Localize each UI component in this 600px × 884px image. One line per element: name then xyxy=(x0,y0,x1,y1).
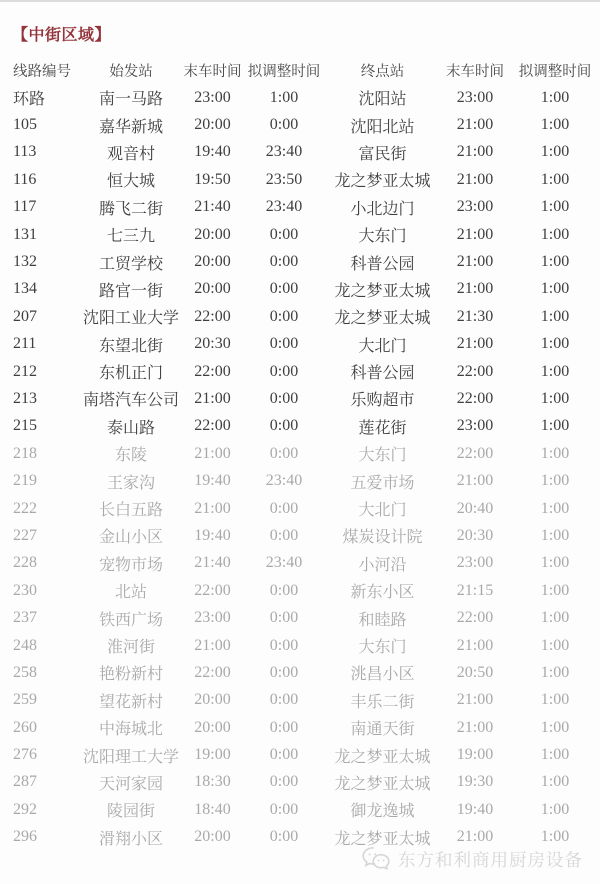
cell-last1: 20:00 xyxy=(194,225,231,243)
cell-adj2: 1:00 xyxy=(540,828,570,846)
cell-start: 东陵 xyxy=(114,447,147,465)
cell-last1: 18:30 xyxy=(194,773,231,791)
cell-route: 213 xyxy=(13,389,37,407)
cell-route: 132 xyxy=(13,253,37,271)
cell-start: 长白五路 xyxy=(98,502,163,520)
cell-end: 小河沿 xyxy=(358,556,407,574)
cell-last1: 18:40 xyxy=(194,800,231,818)
cell-last1: 20:00 xyxy=(194,691,231,709)
cell-last2: 21:00 xyxy=(456,828,494,846)
cell-last2: 22:00 xyxy=(456,609,494,627)
cell-last2: 22:00 xyxy=(456,362,494,380)
cell-end: 乐购超市 xyxy=(350,392,415,410)
cell-route: 276 xyxy=(13,746,37,764)
cell-adj1: 0:00 xyxy=(269,417,299,435)
cell-last1: 19:00 xyxy=(194,746,231,764)
cell-end: 富民街 xyxy=(358,145,407,163)
cell-start: 东机正门 xyxy=(98,365,163,383)
cell-last1: 19:50 xyxy=(194,170,231,188)
cell-end: 南通天街 xyxy=(350,721,415,739)
cell-route: 212 xyxy=(13,362,37,380)
table-row xyxy=(0,714,600,741)
cell-adj1: 0:00 xyxy=(269,746,299,764)
table-row xyxy=(0,358,600,385)
cell-adj1: 0:00 xyxy=(269,225,299,243)
cell-start: 中海城北 xyxy=(98,721,163,739)
cell-last1: 20:00 xyxy=(194,253,231,271)
cell-adj1: 0:00 xyxy=(269,362,299,380)
cell-end: 丰乐二街 xyxy=(350,693,415,711)
table-row xyxy=(0,687,600,714)
cell-last2: 23:00 xyxy=(456,198,494,216)
col-header-last-bus-time-1: 末车时间 xyxy=(183,63,242,80)
cell-last1: 21:40 xyxy=(194,198,231,216)
cell-last2: 23:00 xyxy=(456,417,494,435)
cell-adj1: 0:00 xyxy=(269,335,299,353)
table-row xyxy=(0,331,600,358)
cell-adj2: 1:00 xyxy=(540,389,570,407)
table-row xyxy=(0,276,600,303)
cell-last2: 21:00 xyxy=(456,225,494,243)
cell-end: 龙之梦亚太城 xyxy=(334,173,431,191)
cell-adj2: 1:00 xyxy=(540,307,570,325)
cell-last2: 19:30 xyxy=(456,773,494,791)
cell-end: 大北门 xyxy=(358,337,407,355)
cell-end: 沈阳北站 xyxy=(350,118,415,136)
cell-adj2: 1:00 xyxy=(540,691,570,709)
cell-adj1: 0:00 xyxy=(269,253,299,271)
cell-end: 龙之梦亚太城 xyxy=(334,282,431,300)
cell-adj2: 1:00 xyxy=(540,198,570,216)
cell-adj1: 0:00 xyxy=(269,307,299,325)
cell-adj2: 1:00 xyxy=(540,472,570,490)
cell-last1: 21:00 xyxy=(194,636,231,654)
cell-last1: 20:00 xyxy=(194,116,231,134)
cell-last2: 21:00 xyxy=(456,335,494,353)
cell-last1: 22:00 xyxy=(194,307,231,325)
cell-route: 113 xyxy=(13,143,37,161)
table-row xyxy=(0,550,600,577)
cell-last2: 21:00 xyxy=(456,253,494,271)
cell-adj2: 1:00 xyxy=(540,417,570,435)
cell-adj1: 0:00 xyxy=(269,800,299,818)
cell-start: 南一马路 xyxy=(98,91,163,109)
cell-adj1: 0:00 xyxy=(269,773,299,791)
cell-adj2: 1:00 xyxy=(540,499,570,517)
cell-adj2: 1:00 xyxy=(540,143,570,161)
cell-last2: 21:00 xyxy=(456,636,494,654)
cell-end: 龙之梦亚太城 xyxy=(334,775,431,793)
cell-end: 科普公园 xyxy=(350,255,415,273)
cell-end: 龙之梦亚太城 xyxy=(334,748,431,766)
cell-last2: 21:15 xyxy=(456,581,494,599)
cell-start: 沈阳理工大学 xyxy=(82,748,179,766)
cell-route: 219 xyxy=(13,472,37,490)
cell-last1: 19:40 xyxy=(194,472,231,490)
cell-last1: 22:00 xyxy=(194,581,231,599)
cell-last2: 22:00 xyxy=(456,444,494,462)
cell-adj2: 1:00 xyxy=(540,636,570,654)
cell-start: 沈阳工业大学 xyxy=(82,310,179,328)
table-row xyxy=(0,495,600,522)
cell-adj2: 1:00 xyxy=(540,526,570,544)
cell-adj1: 0:00 xyxy=(269,609,299,627)
table-row xyxy=(0,221,600,248)
cell-last1: 20:30 xyxy=(194,335,231,353)
cell-adj1: 0:00 xyxy=(269,691,299,709)
cell-last2: 23:00 xyxy=(456,88,494,106)
wechat-icon xyxy=(361,846,391,872)
cell-adj1: 0:00 xyxy=(269,444,299,462)
cell-adj2: 1:00 xyxy=(540,663,570,681)
cell-route: 258 xyxy=(13,663,37,681)
cell-route: 287 xyxy=(13,773,37,791)
cell-adj1: 0:00 xyxy=(269,718,299,736)
cell-adj1: 23:40 xyxy=(265,472,303,490)
cell-adj2: 1:00 xyxy=(540,280,570,298)
cell-adj2: 1:00 xyxy=(540,773,570,791)
cell-adj2: 1:00 xyxy=(540,253,570,271)
cell-start: 艳粉新村 xyxy=(98,666,163,684)
cell-end: 大东门 xyxy=(358,447,407,465)
cell-last2: 20:40 xyxy=(456,499,494,517)
cell-end: 新东小区 xyxy=(350,584,415,602)
cell-adj2: 1:00 xyxy=(540,800,570,818)
cell-last2: 20:50 xyxy=(456,663,494,681)
cell-adj2: 1:00 xyxy=(540,609,570,627)
table-row xyxy=(0,84,600,111)
cell-route: 215 xyxy=(13,417,37,435)
cell-adj1: 0:00 xyxy=(269,280,299,298)
cell-last1: 20:00 xyxy=(194,280,231,298)
cell-last1: 21:00 xyxy=(194,389,231,407)
cell-end: 龙之梦亚太城 xyxy=(334,830,431,848)
cell-end: 大东门 xyxy=(358,228,407,246)
cell-end: 洮昌小区 xyxy=(350,666,415,684)
cell-route: 259 xyxy=(13,691,37,709)
cell-last2: 19:00 xyxy=(456,746,494,764)
col-header-last-bus-time-2: 末车时间 xyxy=(446,63,504,80)
cell-start: 恒大城 xyxy=(106,173,155,191)
cell-end: 和睦路 xyxy=(358,611,407,629)
cell-route: 227 xyxy=(13,526,37,544)
cell-start: 金山小区 xyxy=(98,529,163,547)
table-row xyxy=(0,166,600,193)
cell-end: 小北边门 xyxy=(350,200,415,218)
cell-adj2: 1:00 xyxy=(540,444,570,462)
table-row xyxy=(0,139,600,166)
cell-end: 煤炭设计院 xyxy=(342,529,423,547)
cell-adj1: 0:00 xyxy=(269,828,299,846)
route-table-body xyxy=(0,84,600,851)
cell-start: 工贸学校 xyxy=(98,255,163,273)
cell-adj1: 0:00 xyxy=(269,389,299,407)
cell-start: 铁西广场 xyxy=(98,611,163,629)
table-row xyxy=(0,604,600,631)
cell-adj2: 1:00 xyxy=(540,746,570,764)
cell-adj2: 1:00 xyxy=(540,581,570,599)
cell-route: 222 xyxy=(13,499,37,517)
cell-adj1: 23:50 xyxy=(265,170,303,188)
cell-start: 陵园街 xyxy=(106,803,155,821)
cell-last1: 22:00 xyxy=(194,663,231,681)
cell-start: 天河家园 xyxy=(98,775,163,793)
cell-last2: 22:00 xyxy=(456,389,494,407)
cell-adj1: 1:00 xyxy=(269,88,299,106)
cell-last2: 21:00 xyxy=(456,718,494,736)
table-row xyxy=(0,303,600,330)
cell-end: 御龙逸城 xyxy=(350,803,415,821)
cell-last2: 21:00 xyxy=(456,170,494,188)
cell-end: 科普公园 xyxy=(350,365,415,383)
table-row xyxy=(0,194,600,221)
cell-route: 260 xyxy=(13,718,37,736)
cell-last1: 23:00 xyxy=(194,609,231,627)
table-row xyxy=(0,522,600,549)
cell-adj2: 1:00 xyxy=(540,170,570,188)
cell-end: 龙之梦亚太城 xyxy=(334,310,431,328)
cell-adj2: 1:00 xyxy=(540,88,570,106)
cell-adj2: 1:00 xyxy=(540,718,570,736)
table-row xyxy=(0,741,600,768)
cell-route: 105 xyxy=(13,116,37,134)
col-header-adjusted-time-2: 拟调整时间 xyxy=(518,63,592,80)
cell-last2: 21:00 xyxy=(456,691,494,709)
cell-last1: 19:40 xyxy=(194,526,231,544)
cell-last1: 21:00 xyxy=(194,444,231,462)
cell-route: 117 xyxy=(13,198,37,216)
cell-start: 滑翔小区 xyxy=(98,830,163,848)
table-row xyxy=(0,467,600,494)
cell-end: 五爱市场 xyxy=(350,474,415,492)
col-header-route-number: 线路编号 xyxy=(13,63,71,80)
cell-end: 莲花街 xyxy=(358,419,407,437)
cell-route: 296 xyxy=(13,828,37,846)
col-header-adjusted-time-1: 拟调整时间 xyxy=(247,63,321,80)
table-row xyxy=(0,248,600,275)
route-table xyxy=(0,56,600,851)
watermark-text: 东方和利商用厨房设备 xyxy=(398,849,583,870)
cell-start: 东望北街 xyxy=(98,337,163,355)
cell-start: 观音村 xyxy=(106,145,155,163)
section-title: 【中街区域】 xyxy=(12,27,112,44)
cell-last1: 21:40 xyxy=(194,554,231,572)
cell-adj1: 23:40 xyxy=(265,143,303,161)
cell-last2: 21:00 xyxy=(456,280,494,298)
table-row xyxy=(0,632,600,659)
cell-start: 淮河街 xyxy=(106,639,155,656)
cell-last1: 21:00 xyxy=(194,499,231,517)
cell-route: 134 xyxy=(13,280,37,298)
table-row xyxy=(0,111,600,138)
cell-start: 北站 xyxy=(114,584,147,602)
table-row xyxy=(0,440,600,467)
cell-adj2: 1:00 xyxy=(540,362,570,380)
cell-adj2: 1:00 xyxy=(540,335,570,353)
cell-end: 大东门 xyxy=(358,639,407,656)
cell-last1: 22:00 xyxy=(194,417,231,435)
cell-last2: 21:30 xyxy=(456,307,494,325)
cell-adj2: 1:00 xyxy=(540,225,570,243)
cell-adj1: 0:00 xyxy=(269,116,299,134)
cell-route: 218 xyxy=(13,444,37,462)
cell-last1: 23:00 xyxy=(194,88,231,106)
cell-route: 248 xyxy=(13,636,37,654)
col-header-end-station: 终点站 xyxy=(360,63,405,80)
cell-last1: 19:40 xyxy=(194,143,231,161)
cell-last2: 23:00 xyxy=(456,554,494,572)
cell-adj1: 0:00 xyxy=(269,636,299,654)
cell-route: 237 xyxy=(13,609,37,627)
cell-last2: 21:00 xyxy=(456,116,494,134)
cell-start: 嘉华新城 xyxy=(98,118,163,136)
cell-last2: 20:30 xyxy=(456,526,494,544)
table-row xyxy=(0,385,600,412)
table-row xyxy=(0,413,600,440)
cell-start: 腾飞二街 xyxy=(98,200,163,218)
cell-adj1: 23:40 xyxy=(265,198,303,216)
cell-adj1: 0:00 xyxy=(269,499,299,517)
cell-adj1: 0:00 xyxy=(269,526,299,544)
cell-start: 南塔汽车公司 xyxy=(82,392,179,410)
cell-route: 230 xyxy=(13,581,37,599)
cell-route: 131 xyxy=(13,225,37,243)
table-row xyxy=(0,796,600,823)
cell-end: 沈阳站 xyxy=(358,91,407,109)
cell-last2: 21:00 xyxy=(456,472,494,490)
cell-adj1: 23:40 xyxy=(265,554,303,572)
cell-route: 211 xyxy=(13,335,37,353)
cell-start: 泰山路 xyxy=(106,419,155,437)
cell-adj2: 1:00 xyxy=(540,554,570,572)
cell-route: 228 xyxy=(13,554,37,572)
table-row xyxy=(0,577,600,604)
cell-start: 路官一街 xyxy=(98,282,163,300)
cell-end: 大北门 xyxy=(358,502,407,520)
cell-adj2: 1:00 xyxy=(540,116,570,134)
table-row xyxy=(0,769,600,796)
cell-start: 望花新村 xyxy=(98,693,163,711)
cell-route: 207 xyxy=(13,307,37,325)
cell-last1: 20:00 xyxy=(194,828,231,846)
cell-start: 王家沟 xyxy=(106,474,155,492)
cell-route: 292 xyxy=(13,800,37,818)
cell-adj1: 0:00 xyxy=(269,663,299,681)
cell-last1: 22:00 xyxy=(194,362,231,380)
cell-route: 环路 xyxy=(13,91,46,109)
watermark xyxy=(361,846,583,872)
cell-start: 宠物市场 xyxy=(98,556,163,574)
cell-last2: 21:00 xyxy=(456,143,494,161)
table-row xyxy=(0,659,600,686)
cell-adj1: 0:00 xyxy=(269,581,299,599)
cell-start: 七三九 xyxy=(106,228,155,246)
cell-route: 116 xyxy=(13,170,37,188)
cell-last1: 20:00 xyxy=(194,718,231,736)
col-header-start-station: 始发站 xyxy=(109,63,153,80)
table-header-row xyxy=(0,56,600,84)
cell-last2: 19:40 xyxy=(456,800,494,818)
